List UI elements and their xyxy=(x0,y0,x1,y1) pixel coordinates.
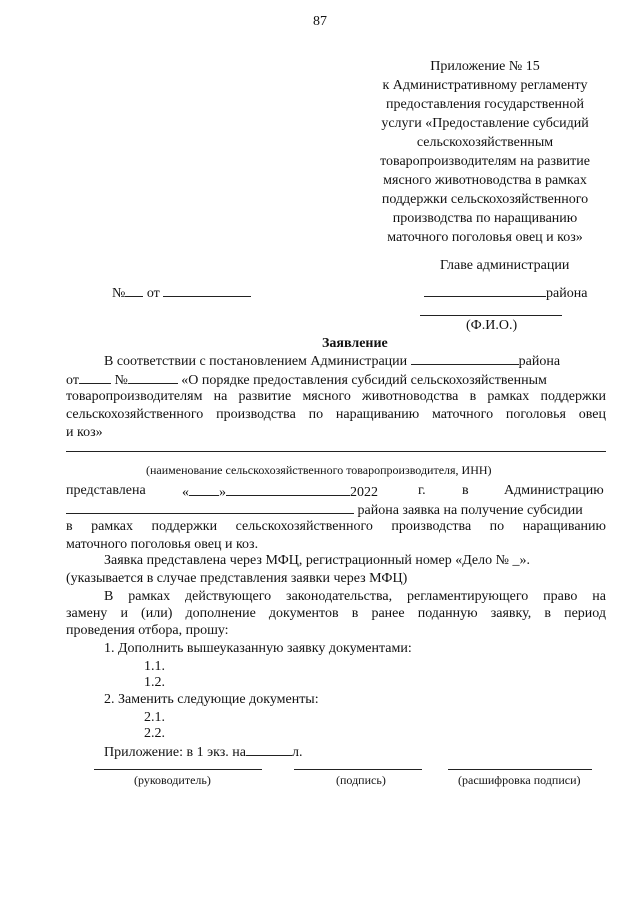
administration-name-blank xyxy=(66,501,354,514)
head-caption: (руководитель) xyxy=(134,773,211,787)
head-signature-line xyxy=(94,769,262,770)
p1-ot: от xyxy=(66,373,79,388)
p1-line2 xyxy=(66,371,547,389)
date-blank xyxy=(163,284,251,297)
p2-line4: маточного поголовья овец и коз. xyxy=(66,537,259,552)
appendix-header xyxy=(350,57,620,247)
p3-line2: замену и (или) дополнение документов в ранее поданную заявку, в период xyxy=(66,606,606,621)
p1-line1 xyxy=(104,352,560,370)
number-label: № xyxy=(112,286,126,301)
p2-predstavlena: представлена xyxy=(66,483,146,498)
decree-number-blank xyxy=(128,371,178,384)
document-title: Заявление xyxy=(322,336,388,351)
p3-line1: В рамках действующего законодательства, регламентирующего право на xyxy=(104,589,606,604)
p1-line4: сельскохозяйственного производства по наращиванию маточного поголовья овец xyxy=(66,407,606,422)
rayon-name-blank xyxy=(411,352,519,365)
list-item-2: 2. Заменить следующие документы: xyxy=(104,692,319,707)
appendix-line: услуги «Предоставление субсидий xyxy=(381,116,589,131)
number-date-line xyxy=(112,284,251,302)
fio-line xyxy=(420,315,562,316)
p1-line5: и коз» xyxy=(66,425,103,440)
p1-line3: товаропроизводителям на развитие мясного животноводства в рамках поддержки xyxy=(66,389,606,404)
rayon-label: района xyxy=(546,286,588,301)
p2-line2-end: района заявка на получение субсидии xyxy=(357,503,583,518)
p2-g: г. xyxy=(418,483,426,498)
appendix-line: производства по наращиванию xyxy=(392,211,578,226)
list-item-1: 1. Дополнить вышеуказанную заявку документами: xyxy=(104,641,412,656)
appendix-line: Приложение № 15 xyxy=(430,59,540,74)
p2-administration: Администрацию xyxy=(504,483,604,498)
list-item-2-2: 2.2. xyxy=(144,726,165,741)
applicant-name-caption: (наименование сельскохозяйственного товаропроизводителя, ИНН) xyxy=(146,463,492,477)
p1-line1-end: района xyxy=(518,354,561,369)
p2-v: в xyxy=(462,483,469,498)
mfc-line2: (указывается в случае представления заявки через МФЦ) xyxy=(66,571,408,586)
appendix-line: поддержки сельскохозяйственного xyxy=(381,192,589,207)
p2-year: 2022 xyxy=(350,485,378,500)
appendix-line: мясного животноводства в рамках xyxy=(383,173,587,188)
p3-line3: проведения отбора, прошу: xyxy=(66,623,229,638)
signature-decode-line xyxy=(448,769,592,770)
date-label: от xyxy=(146,286,160,301)
signature-line xyxy=(294,769,422,770)
appendix-line: предоставления государственной xyxy=(385,97,585,112)
list-item-1-1: 1.1. xyxy=(144,659,165,674)
appendix-line: к Административному регламенту xyxy=(382,78,588,93)
list-item-1-2: 1.2. xyxy=(144,675,165,690)
addressee-head: Главе администрации xyxy=(440,258,570,273)
p1-line1-text: В соответствии с постановлением Администрации xyxy=(104,354,408,369)
p2-rq: » xyxy=(219,485,226,500)
attachment-line xyxy=(104,743,303,761)
appendix-line: маточного поголовья овец и коз» xyxy=(387,230,583,245)
number-blank xyxy=(125,284,143,297)
attachment-pages-blank xyxy=(246,743,292,756)
rayon-blank xyxy=(424,284,546,297)
decode-caption: (расшифровка подписи) xyxy=(458,773,581,787)
list-item-2-1: 2.1. xyxy=(144,710,165,725)
fio-caption: (Ф.И.О.) xyxy=(466,318,518,333)
applicant-name-line xyxy=(66,451,606,452)
p2-line2 xyxy=(66,501,583,519)
mfc-line1: Заявка представлена через МФЦ, регистрационный номер «Дело № _». xyxy=(104,553,530,568)
submit-day-blank xyxy=(189,483,219,496)
addressee-rayon-line xyxy=(424,284,587,302)
decree-date-blank xyxy=(79,371,111,384)
p2-lq: « xyxy=(182,485,189,500)
p2-line3: в рамках поддержки сельскохозяйственного производства по наращиванию xyxy=(66,519,606,534)
p2-date-field xyxy=(182,483,378,501)
submit-month-blank xyxy=(226,483,350,496)
appendix-line: товаропроизводителям на развитие xyxy=(380,154,590,169)
appendix-line: сельскохозяйственным xyxy=(416,135,554,150)
sign-caption: (подпись) xyxy=(336,773,386,787)
p1-line2-text: «О порядке предоставления субсидий сельскохозяйственным xyxy=(181,373,547,388)
p1-no: № xyxy=(114,373,128,388)
attachment-text: Приложение: в 1 экз. на xyxy=(104,745,247,760)
page-number: 87 xyxy=(313,14,327,29)
attachment-suffix: л. xyxy=(292,745,303,760)
